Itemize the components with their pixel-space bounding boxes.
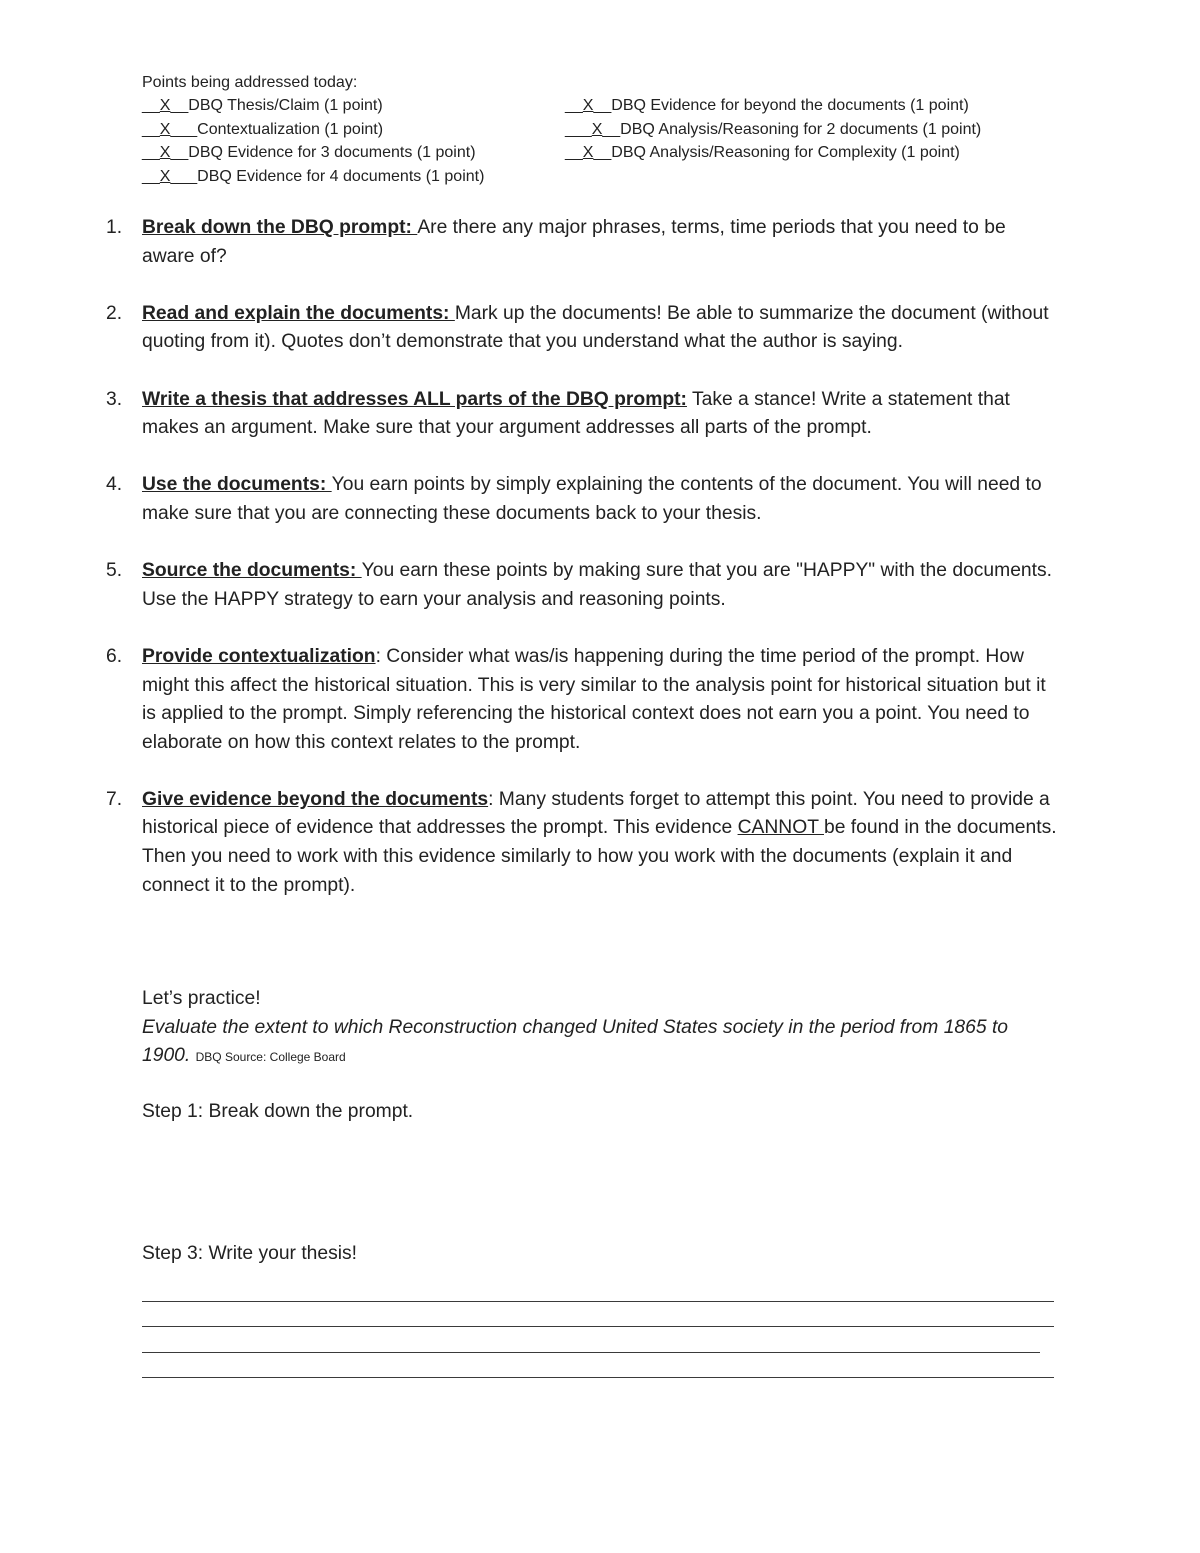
item-body: Take a stance! Write a statement that makes an argument. Make sure that your argument addresses all parts of the prompt. [142, 388, 1010, 439]
item-number: 6. [106, 645, 123, 667]
list-item [0, 643, 1200, 757]
check-mark: X [159, 167, 171, 185]
points-column-right [565, 94, 1035, 188]
list-item [0, 300, 1200, 357]
item-heading: Provide contextualization [142, 645, 376, 667]
point-item: __X__DBQ Thesis/Claim (1 point) [142, 97, 383, 115]
item-body: You earn these points by making sure that you are "HAPPY" with the documents. Use the HAPPY strategy to earn your analysis and reasoning points. [142, 560, 1052, 610]
instruction-list [0, 214, 1200, 929]
points-checklist [142, 71, 1035, 188]
step-3-label: Step 3: Write your thesis! [142, 1243, 358, 1264]
writing-line[interactable] [142, 1353, 1054, 1379]
list-item [0, 386, 1200, 443]
item-body-continued: be found in the documents. Then you need to work with this evidence similarly to how you work with the documents (explain it and connect it to the prompt). [142, 817, 1057, 896]
item-heading: Break down the DBQ prompt: [142, 217, 418, 238]
check-mark: X [159, 120, 171, 138]
check-mark: X [582, 144, 594, 162]
list-item [0, 557, 1200, 614]
emphasis-word: CANNOT [737, 817, 824, 839]
list-item [0, 214, 1200, 271]
item-heading: Read and explain the documents: [142, 302, 455, 324]
item-number: 5. [106, 560, 123, 582]
item-body: : Many students forget to attempt this point. You need to provide a historical piece of evidence that addresses the prompt. This evidence [142, 788, 1050, 839]
points-column-left [142, 94, 565, 188]
item-heading: Give evidence beyond the documents [142, 788, 489, 810]
prompt-source: DBQ Source: College Board [195, 1050, 346, 1065]
check-mark: X [591, 120, 603, 138]
point-item: __X__DBQ Evidence for beyond the documents (1 point) [565, 97, 969, 115]
check-mark: X [159, 97, 171, 115]
point-item: __X___DBQ Evidence for 4 documents (1 point) [142, 167, 485, 185]
practice-section [142, 985, 1057, 1072]
item-number: 4. [106, 474, 123, 496]
item-body: You earn points by simply explaining the contents of the document. You will need to make sure that you are connecting these documents back to your thesis. [142, 474, 1042, 524]
item-body: Mark up the documents! Be able to summarize the document (without quoting from it). Quotes don’t demonstrate that you understand what the author is saying. [142, 302, 1049, 353]
point-item: __X__DBQ Evidence for 3 documents (1 point) [142, 144, 476, 162]
item-heading: Use the documents: [142, 474, 332, 496]
check-mark: X [582, 97, 594, 115]
point-item: __X__DBQ Analysis/Reasoning for Complexity (1 point) [565, 144, 960, 162]
writing-line[interactable] [142, 1276, 1054, 1302]
writing-line[interactable] [142, 1327, 1040, 1353]
list-item [0, 786, 1200, 900]
points-heading: Points being addressed today: [142, 74, 358, 91]
item-number: 2. [106, 302, 123, 324]
item-number: 1. [106, 217, 123, 238]
thesis-writing-lines [142, 1276, 1054, 1378]
practice-intro: Let’s practice! [142, 988, 261, 1009]
practice-prompt: Evaluate the extent to which Reconstruction changed United States society in the period from 1865 to 1900. DBQ Source: College Board [142, 1016, 1009, 1067]
item-number: 3. [106, 388, 123, 410]
step-1-label: Step 1: Break down the prompt. [142, 1101, 414, 1122]
point-item: ___X__DBQ Analysis/Reasoning for 2 documents (1 point) [565, 120, 982, 138]
item-body: Are there any major phrases, terms, time periods that you need to be aware of? [142, 217, 1006, 267]
point-item: __X___Contextualization (1 point) [142, 120, 384, 138]
writing-line[interactable] [142, 1302, 1054, 1328]
item-heading: Write a thesis that addresses ALL parts of the DBQ prompt: [142, 388, 687, 410]
check-mark: X [159, 144, 171, 162]
item-body: : Consider what was/is happening during the time period of the prompt. How might this affect the historical situation. This is very similar to the analysis point for historical situation but it is applied to the prompt. Simply referencing the historical context does not earn you a point. You need to elaborate on how this context relates to the prompt. [142, 645, 1046, 753]
item-heading: Source the documents: [142, 560, 362, 582]
item-number: 7. [106, 788, 123, 810]
list-item [0, 471, 1200, 528]
